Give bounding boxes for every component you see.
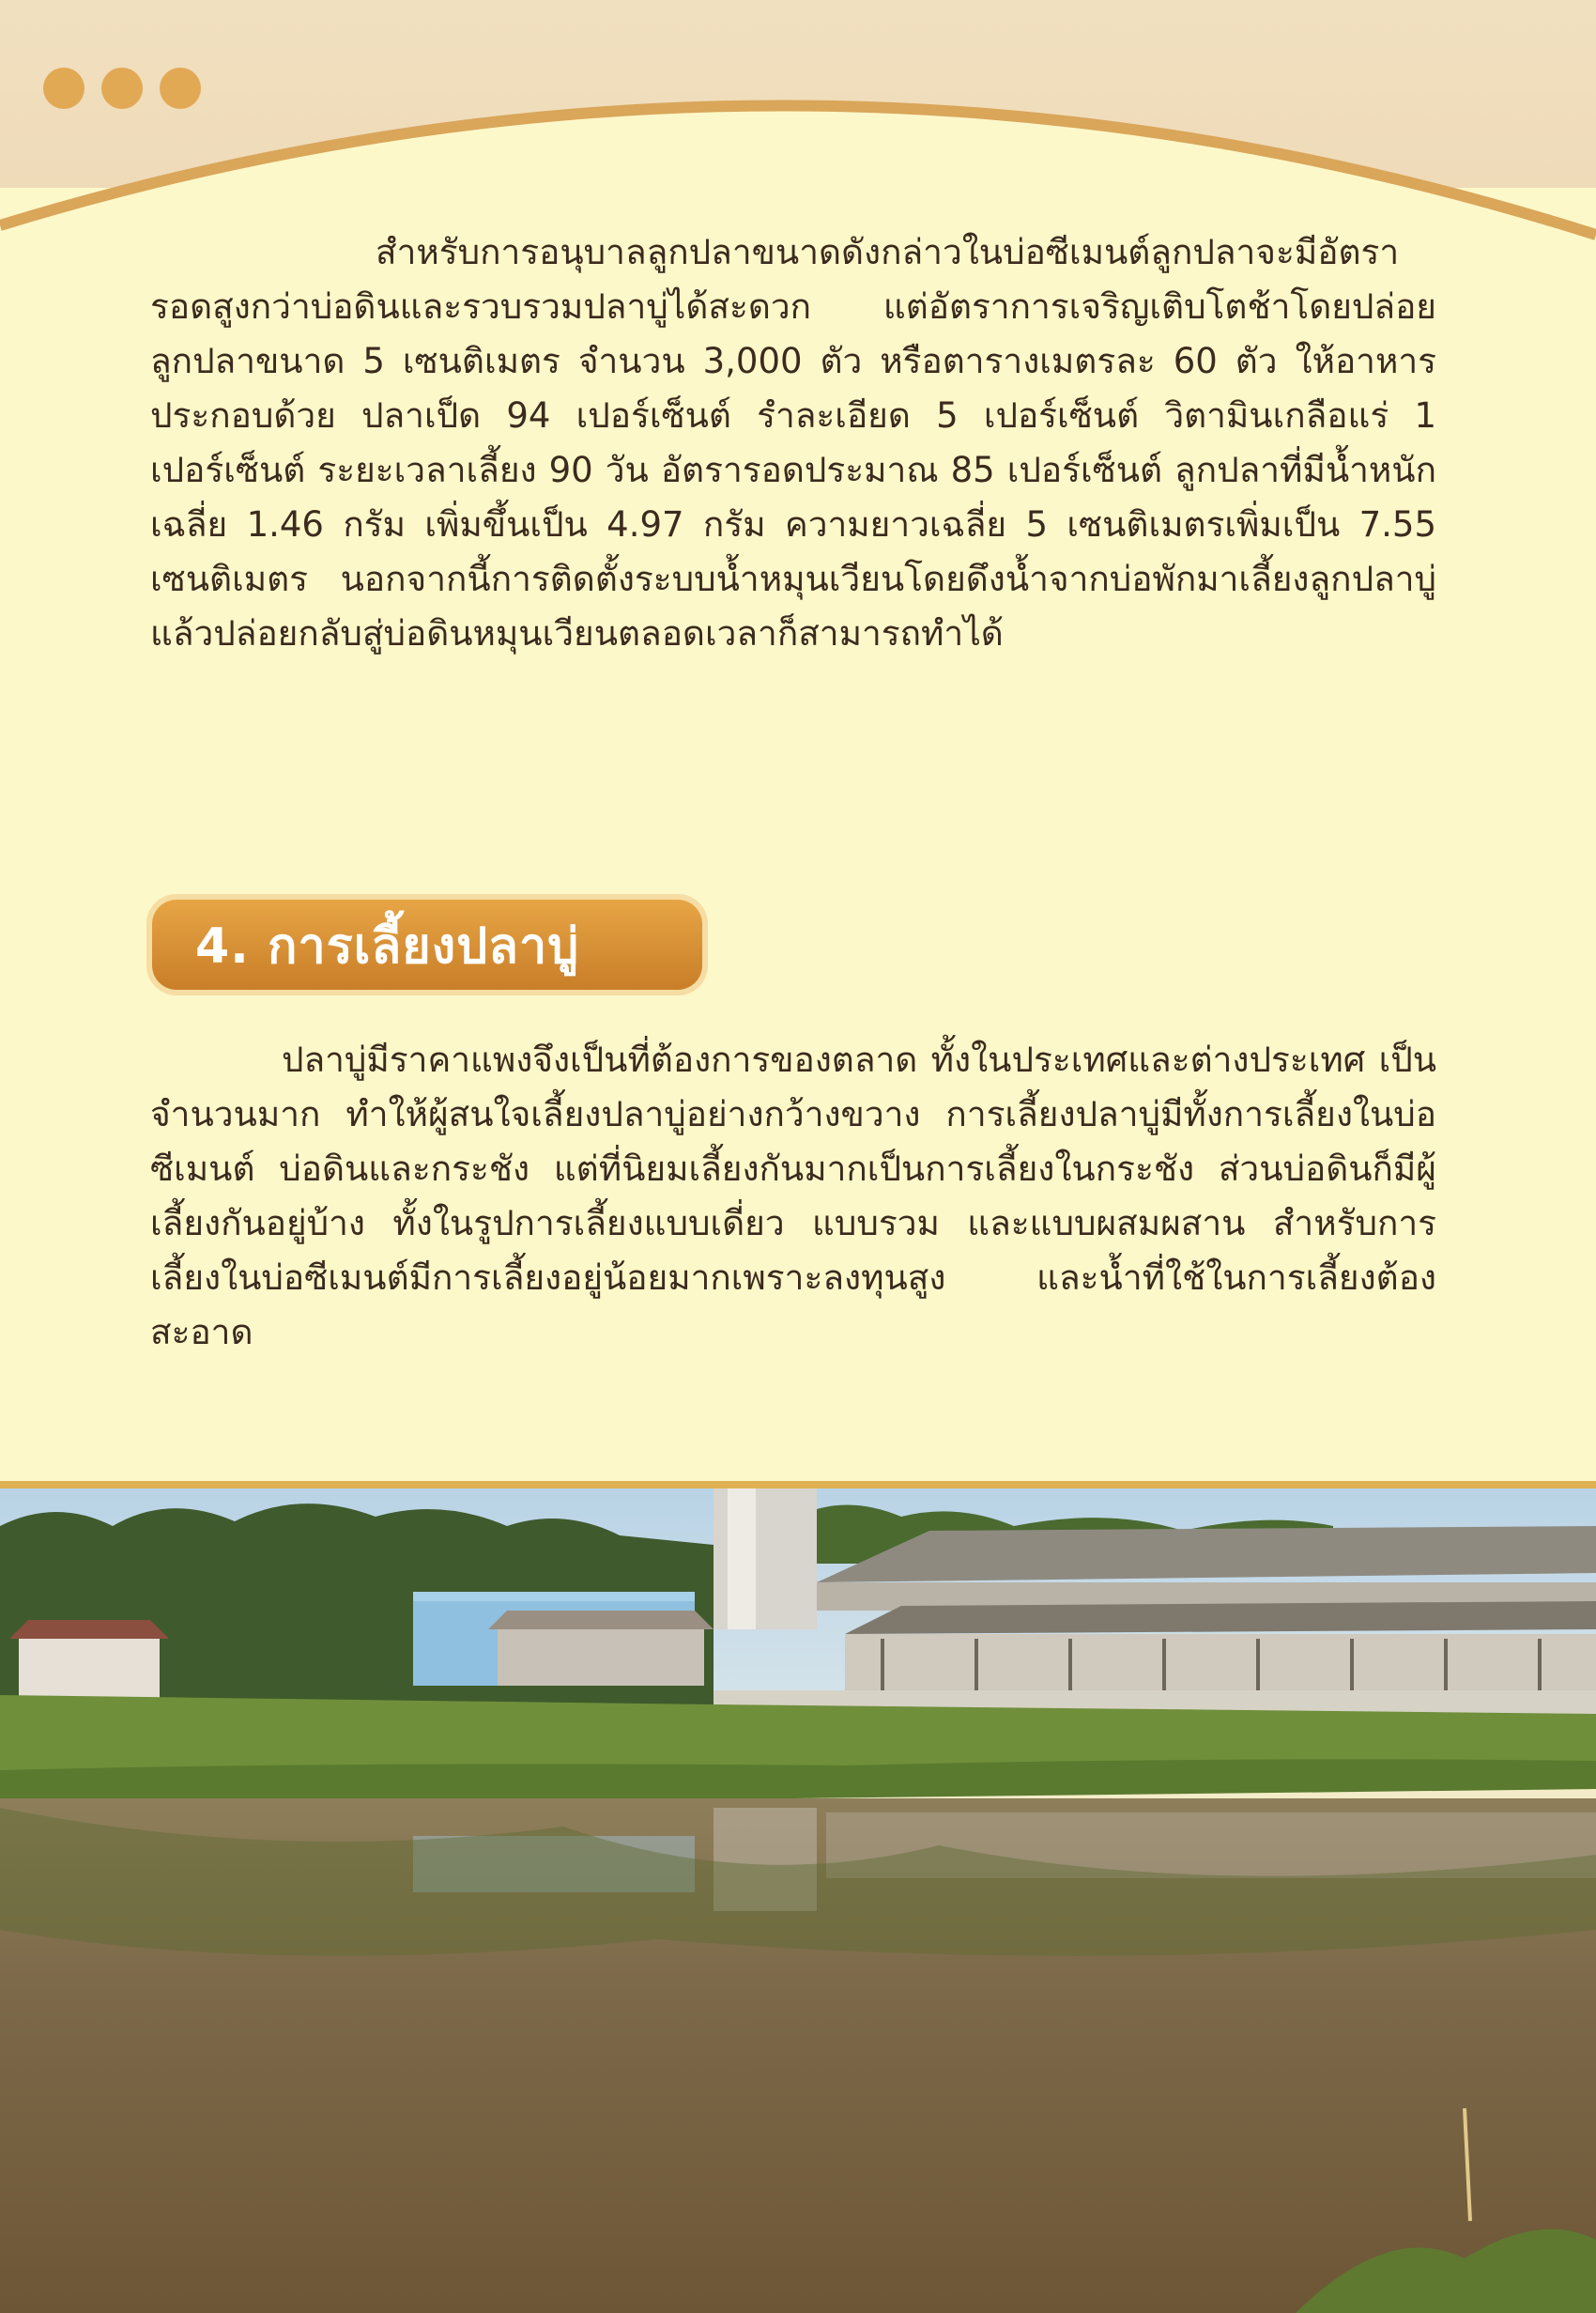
dot-icon bbox=[101, 68, 143, 109]
photo-divider bbox=[0, 1481, 1596, 1488]
section-heading-text: 4. การเลี้ยงปลาบู่ bbox=[195, 917, 580, 975]
dot-icon bbox=[43, 68, 84, 109]
header-dots bbox=[43, 68, 201, 109]
body-paragraph-2: ปลาบู่มีราคาแพงจึงเป็นที่ต้องการของตลาด ทั้งในประเทศและต่างประเทศ เป็นจำนวนมาก ทำให้ผู้สนใจเลี้ยงปลาบู่อย่างกว้างขวาง การเลี้ยงปลาบู่มีทั้งการเลี้ยงในบ่อซีเมนต์ บ่อดินและกระชัง แต่ที่นิยมเลี้ยงกันมากเป็นการเลี้ยงในกระชัง ส่วนบ่อดินก็มีผู้เลี้ยงกันอยู่บ้าง ทั้งในรูปการเลี้ยงแบบเดี่ยว แบบรวม และแบบผสมผสาน สำหรับการเลี้ยงในบ่อซีเมนต์มีการเลี้ยงอยู่น้อยมากเพราะลงทุนสูง และน้ำที่ใช้ในการเลี้ยงต้องสะอาด bbox=[150, 1040, 1436, 1352]
body-paragraph-1: สำหรับการอนุบาลลูกปลาขนาดดังกล่าวในบ่อซีเมนต์ลูกปลาจะมีอัตรารอดสูงกว่าบ่อดินและรวบรวมปลาบู่ได้สะดวก แต่อัตราการเจริญเติบโตช้าโดยปล่อยลูกปลาขนาด 5 เซนติเมตร จำนวน 3,000 ตัว หรือตารางเมตรละ 60 ตัว ให้อาหารประกอบด้วย ปลาเป็ด 94 เปอร์เซ็นต์ รำละเอียด 5 เปอร์เซ็นต์ วิตามินเกลือแร่ 1 เปอร์เซ็นต์ ระยะเวลาเลี้ยง 90 วัน อัตรารอดประมาณ 85 เปอร์เซ็นต์ ลูกปลาที่มีน้ำหนักเฉลี่ย 1.46 กรัม เพิ่มขึ้นเป็น 4.97 กรัม ความยาวเฉลี่ย 5 เซนติเมตรเพิ่มเป็น 7.55 เซนติเมตร นอกจากนี้การติดตั้งระบบน้ำหมุนเวียนโดยดึงน้ำจากบ่อพักมาเลี้ยงลูกปลาบู่แล้วปล่อยกลับสู่บ่อดินหมุนเวียนตลอดเวลาก็สามารถทำได้ bbox=[150, 232, 1436, 654]
dot-icon bbox=[160, 68, 201, 109]
fish-farm-pond-photo bbox=[0, 1488, 1596, 2313]
section-heading-badge bbox=[152, 900, 702, 990]
